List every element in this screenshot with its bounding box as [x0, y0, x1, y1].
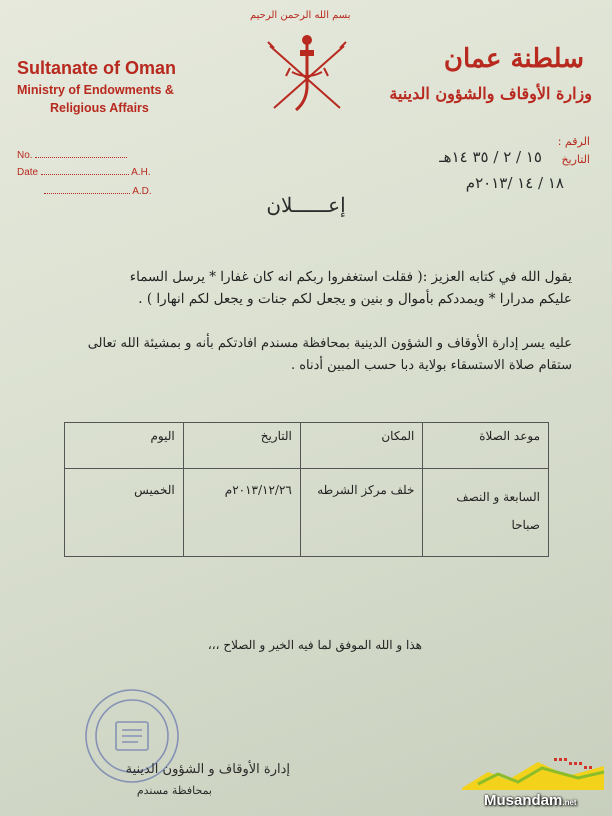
announcement-line-1: عليه يسر إدارة الأوقاف و الشؤون الدينية بمحافظة مسندم افادتكم بأنه و بمشيئة الله تعالى [87, 336, 572, 351]
letterhead-country-ar: سلطنة عمان [443, 44, 584, 74]
signature-line-1: إدارة الأوقاف و الشؤون الدينية [125, 762, 290, 777]
verse-line-1: يقول الله في كتابه العزيز :( فقلت استغفروا ربكم انه كان غفارا * يرسل السماء [129, 269, 572, 285]
khanjar-emblem-icon [262, 28, 352, 118]
field-ad: A.D. [44, 186, 152, 197]
header-time: موعد الصلاة [423, 423, 549, 469]
header-date: التاريخ [183, 423, 300, 469]
watermark-text: Musandam.net [484, 792, 577, 809]
table-header-row [65, 423, 549, 469]
signature-line-2: بمحافظة مسندم [136, 784, 212, 797]
verse-line-2: عليكم مدرارا * ويمددكم بأموال و بنين و يجعل لكم جنات و يجعل لكم انهارا ) . [138, 291, 572, 307]
letterhead-ministry-en-2: Religious Affairs [50, 101, 149, 115]
field-date-ar-label: التاريخ [561, 153, 590, 166]
date-hijri-handwritten: ١٥ / ٢ / ٣٥ ١٤هـ [439, 148, 542, 166]
letterhead-ministry-ar: وزارة الأوقاف والشؤون الدينية [389, 84, 592, 103]
letterhead-country-en: Sultanate of Oman [17, 58, 177, 78]
field-no: No. [17, 150, 127, 161]
letterhead-ministry-en-1: Ministry of Endowments & [17, 83, 174, 97]
cell-date: ٢٠١٣/١٢/٢٦م [183, 469, 300, 557]
date-gregorian-handwritten: ١٨ / ١٤ /٢٠١٣م [465, 174, 564, 192]
field-date: Date A.H. [17, 167, 151, 178]
musandam-logo-icon [458, 752, 608, 792]
prayer-schedule-table [64, 422, 549, 557]
basmala: بسم الله الرحمن الرحيم [250, 10, 351, 21]
table-row [65, 469, 549, 557]
cell-day: الخميس [65, 469, 184, 557]
header-place: المكان [300, 423, 423, 469]
field-ref-ar: الرقم : [557, 135, 590, 148]
header-day: اليوم [65, 423, 184, 469]
cell-place: خلف مركز الشرطه [300, 469, 423, 557]
cell-time: السابعة و النصف صباحا [423, 469, 549, 557]
closing-line: هذا و الله الموفق لما فيه الخير و الصلاح ،،، [207, 638, 422, 652]
notice-title: إعــــــلان [266, 193, 346, 217]
announcement-line-2: ستقام صلاة الاستسقاء بولاية دبا حسب المبين أدناه . [290, 358, 572, 373]
